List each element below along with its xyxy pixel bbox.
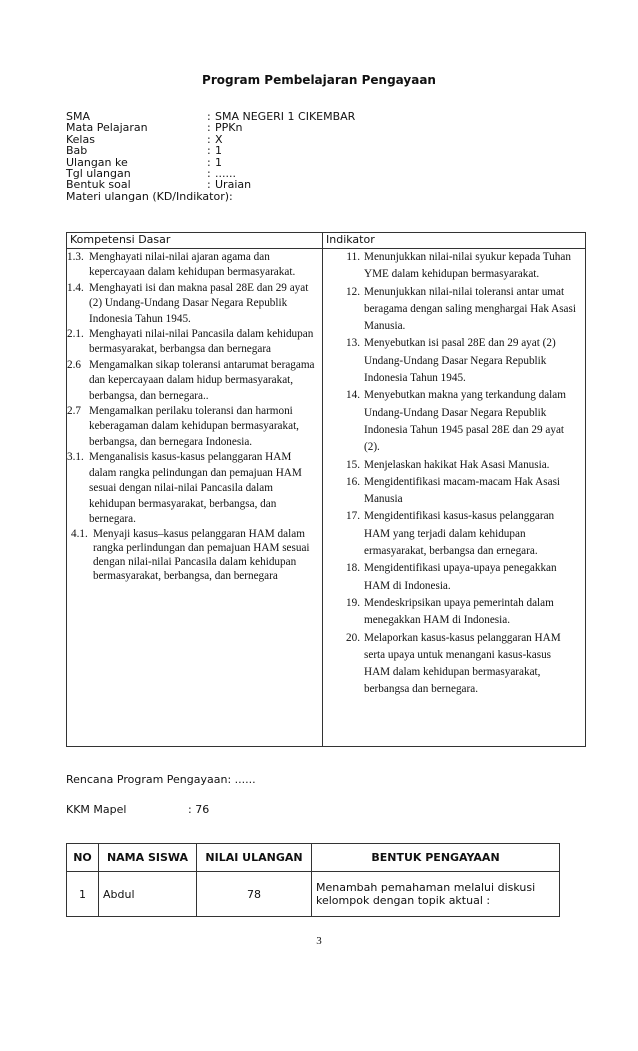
- kd-text: Mengamalkan sikap toleransi antarumat beragama dan kepercayaan dalam hidup bermasyarakat, berbangsa, dan bernegara..: [89, 358, 315, 402]
- indikator-text: Melaporkan kasus-kasus pelanggaran HAM serta upaya untuk menangani kasus-kasus HAM dalam kehidupan bermasyarakat, berbangsa dan bernegara.: [364, 631, 561, 696]
- kkm-mapel: [66, 803, 209, 816]
- info-row-bab: [66, 145, 355, 156]
- info-value: X: [215, 132, 223, 146]
- indikator-number: 13.: [346, 337, 360, 350]
- cell-no: 1: [67, 872, 99, 917]
- indikator-text: Mendeskripsikan upaya pemerintah dalam menegakkan HAM di Indonesia.: [364, 596, 554, 627]
- header-kompetensi: Kompetensi Dasar: [67, 233, 323, 249]
- info-label: Kelas: [66, 132, 95, 146]
- kd-number: 2.7: [67, 405, 81, 418]
- kd-number: 4.1.: [71, 528, 88, 541]
- pengayaan-table: [66, 843, 560, 917]
- kompetensi-list: [67, 249, 322, 583]
- indikator-cell: [323, 249, 586, 747]
- header-no: NO: [67, 844, 99, 872]
- info-value: SMA NEGERI 1 CIKEMBAR: [215, 110, 356, 123]
- list-item: [323, 457, 579, 474]
- list-item: [67, 404, 318, 450]
- table-row: [67, 872, 560, 917]
- info-label: Ulangan ke: [66, 155, 128, 169]
- kd-number: 3.1.: [67, 451, 84, 464]
- kkm-label: KKM Mapel: [66, 803, 127, 816]
- list-item: [323, 595, 579, 630]
- info-label: Tgl ulangan: [66, 166, 131, 180]
- info-value: 1: [215, 144, 222, 158]
- rencana-program: [66, 773, 256, 786]
- indikator-text: Menunjukkan nilai-nilai toleransi antar umat beragama dengan saling menghargai Hak Asasi Manusia.: [364, 285, 576, 333]
- kd-text: Mengamalkan perilaku toleransi dan harmoni keberagaman dalam kehidupan bermasyarakat, berbangsa, dan bernegara Indonesia.: [89, 405, 299, 448]
- kd-indikator-table: [66, 232, 586, 747]
- list-item: [323, 335, 579, 387]
- indikator-text: Menyebutkan isi pasal 28E dan 29 ayat (2) Undang-Undang Dasar Negara Republik Indonesia Tahun 1945.: [364, 337, 556, 385]
- info-separator: :: [207, 110, 211, 123]
- indikator-number: 20.: [346, 631, 360, 644]
- kd-text: Menghayati nilai-nilai ajaran agama dan kepercayaan dalam kehidupan bermasyarakat.: [89, 251, 296, 279]
- list-item: [67, 250, 318, 281]
- list-item: [323, 560, 579, 595]
- header-bentuk-pengayaan: BENTUK PENGAYAAN: [312, 844, 560, 872]
- list-item: [323, 474, 579, 509]
- kd-number: 1.4.: [67, 281, 84, 294]
- indikator-text: Mengidentifikasi upaya-upaya penegakkan HAM di Indonesia.: [364, 562, 557, 592]
- cell-nama: Abdul: [99, 872, 197, 917]
- kd-text: Menganalisis kasus-kasus pelanggaran HAM dalam rangka pelindungan dan pemajuan HAM sesuai dengan nilai-nilai Pancasila dalam kehidupan bermasyarakat, berbangsa, dan bernegara.: [89, 451, 302, 525]
- info-value: Uraian: [215, 178, 252, 192]
- indikator-text: Mengidentifikasi macam-macam Hak Asasi Manusia: [364, 475, 561, 506]
- list-item: [323, 508, 579, 560]
- indikator-number: 15.: [346, 458, 360, 471]
- indikator-text: Mengidentifikasi kasus-kasus pelanggaran HAM yang terjadi dalam kehidupan ermasyarakat, berbangsa dan ernegara.: [364, 510, 555, 558]
- list-item: [323, 249, 579, 284]
- info-label: Bentuk soal: [66, 178, 131, 192]
- indikator-number: 12.: [346, 285, 360, 298]
- info-label: Mata Pelajaran: [66, 121, 148, 135]
- info-value: ......: [215, 166, 236, 180]
- info-separator: :: [207, 144, 211, 158]
- list-item: [323, 630, 579, 699]
- indikator-text: Menjelaskan hakikat Hak Asasi Manusia.: [364, 458, 550, 471]
- indikator-text: Menyebutkan makna yang terkandung dalam Undang-Undang Dasar Negara Republik Indonesia Tahun 1945 pasal 28E dan 29 ayat (2).: [364, 389, 566, 454]
- info-separator: :: [207, 166, 211, 180]
- kompetensi-cell: [67, 249, 323, 747]
- rencana-value: ......: [234, 773, 256, 786]
- kd-number: 1.3.: [67, 251, 84, 263]
- list-item: [67, 527, 318, 583]
- kd-number: 2.6: [67, 358, 81, 371]
- table-header-row: [67, 844, 560, 872]
- list-item: [67, 358, 318, 404]
- cell-nilai: 78: [197, 872, 312, 917]
- page-title: Program Pembelajaran Pengayaan: [202, 73, 436, 87]
- rencana-label: Rencana Program Pengayaan:: [66, 773, 232, 786]
- indikator-number: 14.: [346, 389, 360, 402]
- indikator-number: 19.: [346, 596, 360, 609]
- indikator-number: 16.: [346, 475, 360, 488]
- info-row-materi: [66, 191, 355, 202]
- info-separator: :: [207, 155, 211, 169]
- info-separator: :: [207, 121, 211, 135]
- list-item: [67, 327, 318, 358]
- info-label: Bab: [66, 144, 88, 158]
- page-number: 3: [316, 935, 322, 947]
- list-item: [323, 284, 579, 336]
- kkm-value: : 76: [188, 803, 210, 816]
- info-block: [66, 111, 355, 202]
- indikator-number: 18.: [346, 562, 360, 575]
- kd-number: 2.1.: [67, 328, 84, 341]
- list-item: [67, 450, 318, 527]
- kd-text: Menghayati nilai-nilai Pancasila dalam kehidupan bermasyarakat, berbangsa dan bernegara: [89, 328, 314, 356]
- info-separator: :: [207, 132, 211, 146]
- indikator-list: [323, 249, 585, 699]
- info-value: 1: [215, 155, 222, 169]
- list-item: [67, 281, 318, 327]
- info-separator: :: [207, 178, 211, 192]
- indikator-text: Menunjukkan nilai-nilai syukur kepada Tuhan YME dalam kehidupan bermasyarakat.: [364, 251, 571, 281]
- header-nama-siswa: NAMA SISWA: [99, 844, 197, 872]
- list-item: [323, 387, 579, 456]
- header-indikator: Indikator: [323, 233, 586, 249]
- indikator-number: 17.: [346, 510, 360, 523]
- info-label: SMA: [66, 110, 90, 123]
- indikator-number: 11.: [346, 251, 360, 263]
- header-nilai-ulangan: NILAI ULANGAN: [197, 844, 312, 872]
- info-value: PPKn: [215, 121, 243, 135]
- kd-text: Menghayati isi dan makna pasal 28E dan 29 ayat (2) Undang-Undang Dasar Negara Republik Indonesia Tahun 1945.: [89, 281, 309, 325]
- kd-text: Menyaji kasus–kasus pelanggaran HAM dalam rangka perlindungan dan pemajuan HAM sesuai dengan nilai-nilai Pancasila dalam kehidupan bermasyarakat, berbangsa, dan bernegara: [93, 528, 310, 583]
- cell-bentuk: Menambah pemahaman melalui diskusi kelompok dengan topik aktual :: [312, 872, 560, 917]
- info-label: Materi ulangan (KD/Indikator):: [66, 189, 233, 203]
